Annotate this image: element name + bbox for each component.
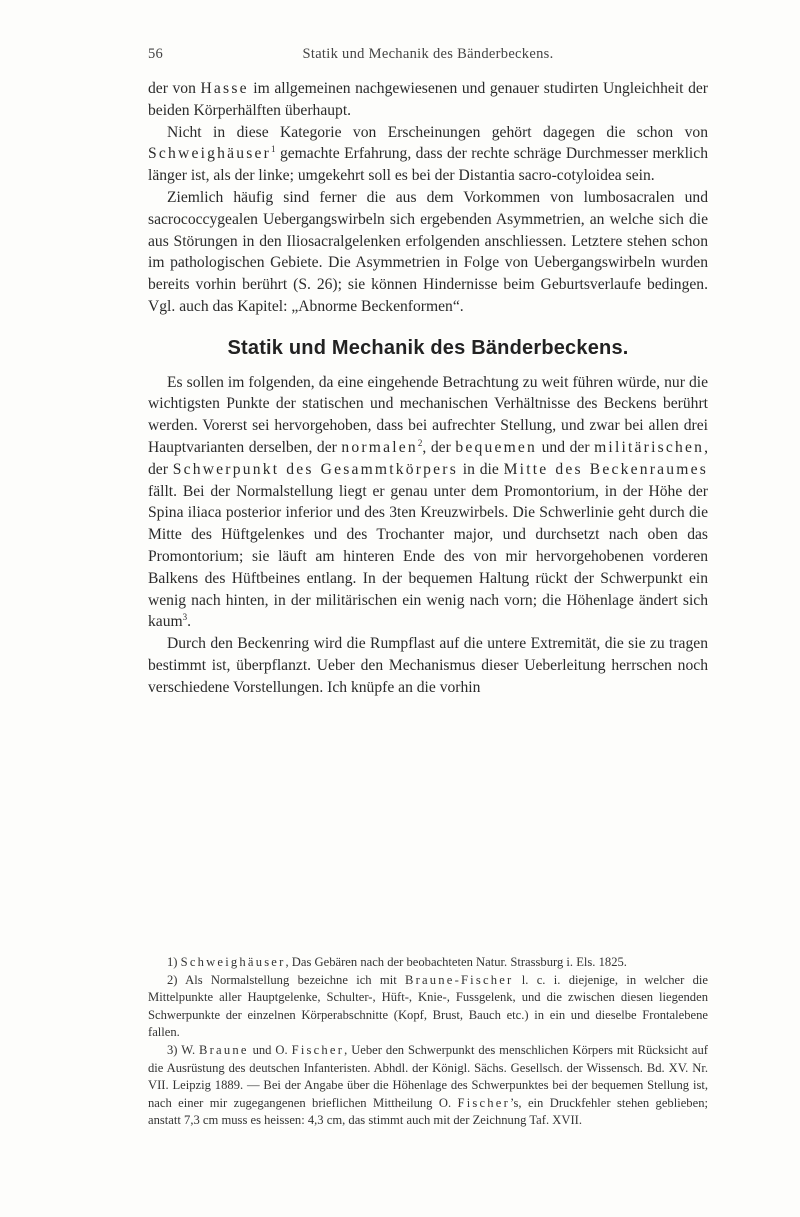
emphasis: militärischen (594, 438, 705, 456)
author-name: Schweighäuser (148, 145, 272, 163)
running-header (148, 46, 708, 63)
emphasis: bequemen (455, 438, 538, 456)
footnote-ref: 1 (271, 144, 276, 155)
emphasis: Mitte des Beckenraumes (503, 460, 708, 478)
page-number: 56 (148, 46, 164, 62)
paragraph-2: Nicht in diese Kategorie von Erscheinungen gehört dagegen die schon von Schweighäuser$^1$ gemachte Erfahrung, dass der rechte schräge Durchmesser merklich länger ist, als der linke; umgekehrt soll es bei der Distantia sacro-cotyloidea sein. (148, 123, 708, 185)
footnote-ref: 3 (182, 612, 188, 623)
paragraph-1: der von Hasse im allgemeinen nachgewiesenen und genauer studirten Ungleichheit der beiden Körperhälften überhaupt. (148, 80, 708, 119)
main-text (148, 78, 708, 699)
footnote-ref: 2 (417, 437, 423, 448)
author-name: Braune-Fischer (405, 972, 514, 987)
running-title: Statik und Mechanik des Bänderbeckens. (302, 46, 554, 62)
author-name: Braune (199, 1042, 249, 1057)
paragraph-5: Durch den Beckenring wird die Rumpflast auf die untere Extremität, die sie zu tragen bestimmt ist, überpflanzt. Ueber den Mechanismus dieser Ueberleitung herrschen noch verschiedene Vorstellungen. Ich knüpfe an die vorhin (148, 635, 708, 696)
author-name: Fischer (457, 1095, 510, 1110)
author-name: Hasse (200, 80, 249, 97)
emphasis: Schwerpunkt des Gesammtkörpers (172, 460, 458, 478)
paragraph-4: Es sollen im folgenden, da eine eingehende Betrachtung zu weit führen würde, nur die wichtigsten Punkte der statischen und mechanischen Verhältnisse des Beckens berührt werden. Vorerst sei hervorgehoben, dass bei aufrechter Stellung, und zwar bei allen drei Hauptvarianten derselben, der normalen$^2$, der bequemen und der militärischen, der Schwerpunkt des Gesammtkörpers in die Mitte des Beckenraumes fällt. Bei der Normalstellung liegt er genau unter dem Promontorium, in der Höhe der Spina iliaca posterior inferior und des 3ten Kreuzwirbels. Die Schwerlinie geht durch die Mitte des Hüftgelenkes und des Trochanter major, und durchsetzt nach oben das Promontorium; sie läuft am hinteren Ende des von mir hervorgehobenen vorderen Balkens des Hüftbeines entlang. In der bequemen Haltung rückt der Schwerpunkt ein wenig nach hinten, in der militärischen ein wenig nach vorn; die Höhenlage ändert sich kaum$^3$. (148, 373, 709, 631)
footnote-2: 2) Als Normalstellung bezeichne ich mit Braune-Fischer l. c. i. diejenige, in welcher die Mittelpunkte aller Hauptgelenke, Schulter-, Hüft-, Knie-, Fussgelenk, und die zwischen diesen liegenden Schwerpunkte der einzelnen Körperabschnitte (Kopf, Brust, Bauch etc.) in ein und dieselbe Frontalebene fallen. (148, 972, 708, 1040)
author-name: Schweighäuser (180, 955, 286, 969)
footnote-1: 1) Schweighäuser, Das Gebären nach der beobachteten Natur. Strassburg i. Els. 1825. (167, 955, 627, 969)
emphasis: normalen (341, 438, 418, 456)
paragraph-3: Ziemlich häufig sind ferner die aus dem Vorkommen von lumbosacralen und sacrococcygealen Uebergangswirbeln sich ergebenden Asymmetrien, an welche sich die aus Störungen in den Iliosacralgelenken erfolgenden anschliessen. Letztere stehen schon im pathologischen Gebiete. Die Asymmetrien in Folge von Uebergangswirbeln wurden bereits vorhin berührt (S. 26); sie können Hindernisse beim Geburtsverlaufe bedingen. Vgl. auch das Kapitel: „Abnorme Beckenformen“. (148, 188, 708, 315)
author-name: Fischer (291, 1042, 345, 1057)
section-heading: Statik und Mechanik des Bänderbeckens. (227, 336, 629, 359)
footnote-3: 3) W. Braune und O. Fischer, Ueber den Schwerpunkt des menschlichen Körpers mit Rücksicht auf die Ausrüstung des deutschen Infanteristen. Abhdl. der Königl. Sächs. Gesellsch. der Wissensch. Bd. XV. Nr. VII. Leipzig 1889. — Bei der Angabe über die Höhenlage des Schwerpunktes bei der bequemen Stellung ist, nach einer mir zugegangenen brieflichen Mittheilung O. Fischer’s, ein Druckfehler stehen geblieben; anstatt 7,3 cm muss es heissen: 4,3 cm, das stimmt auch mit der Zeichnung Taf. XVII. (148, 1042, 708, 1128)
footnotes (148, 954, 708, 1130)
